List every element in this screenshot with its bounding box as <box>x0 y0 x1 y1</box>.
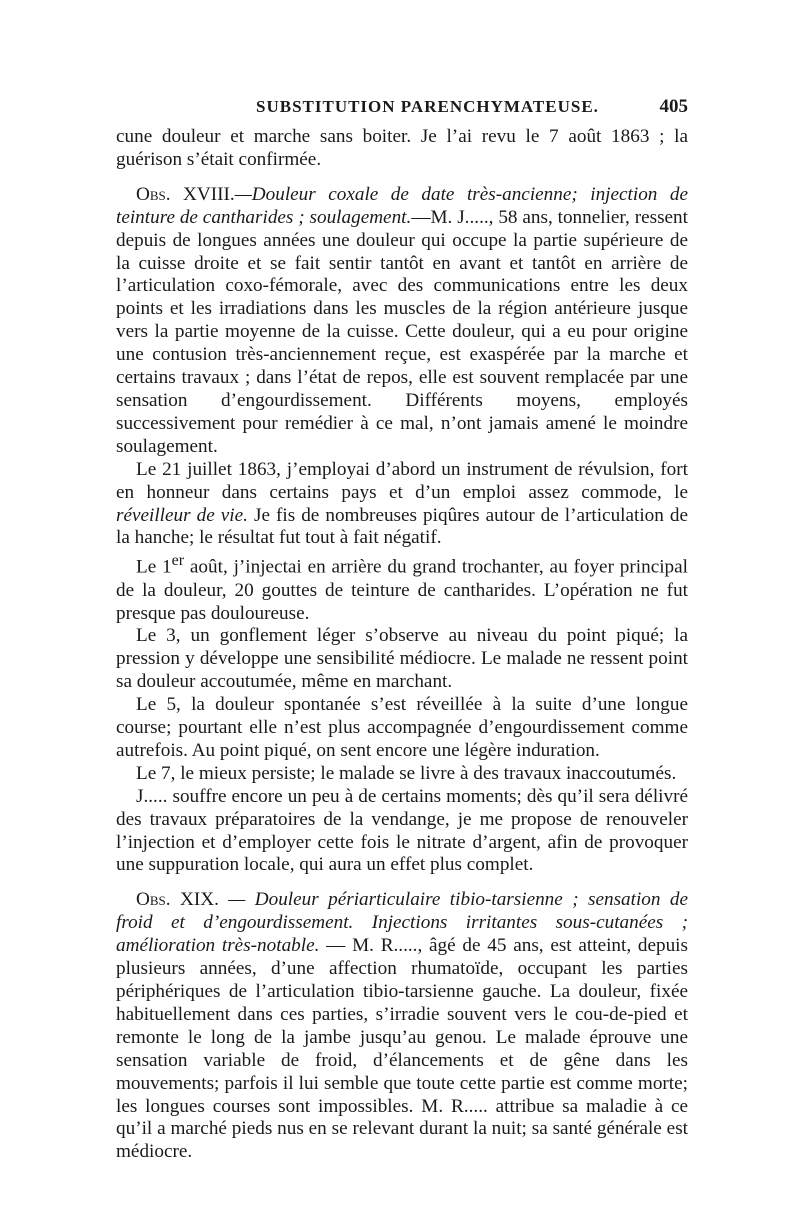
paragraph-le-3: Le 3, un gonflement léger s’observe au niveau du point piqué; la pression y développe une sensibilité médiocre. Le malade ne ressent point sa douleur accoutumée, même en marchant. <box>116 625 688 693</box>
obs-18-title: —Douleur coxale de date très-ancienne; injection de teinture de cantharides ; soulagement. <box>116 183 688 228</box>
running-title: SUBSTITUTION PARENCHYMATEUSE. <box>256 97 599 116</box>
paragraph-aout <box>116 550 688 625</box>
paragraph-juillet-text-a: Le 21 juillet 1863, j’employai d’abord un instrument de révulsion, fort en honneur dans certains pays et d’un emploi assez commode, le <box>116 458 688 503</box>
paragraph-le-7: Le 7, le mieux persiste; le malade se livre à des travaux inaccoutumés. <box>136 762 677 784</box>
paragraph-aout-text-b: août, j’injectai en arrière du grand trochanter, au foyer principal de la douleur, 20 gouttes de teinture de cantharides. L’opération ne fut presque pas douloureuse. <box>116 556 688 624</box>
observation-19 <box>116 889 688 1164</box>
paragraph-le-5: Le 5, la douleur spontanée s’est réveillée à la suite d’une longue course; pourtant elle n’est plus accompagnée d’engourdissement comme autrefois. Au point piqué, on sent encore une légère induration. <box>116 694 688 761</box>
obs-18-label: Obs. XVIII. <box>136 183 235 205</box>
paragraph-aout-superscript: er <box>171 552 185 570</box>
obs-19-label: Obs. XIX. <box>136 889 219 911</box>
running-header <box>116 96 688 126</box>
paragraph-aout-text-a: Le 1 <box>136 556 172 578</box>
page-number: 405 <box>659 96 688 117</box>
obs-19-title: — Douleur périarticulaire tibio-tarsienne ; sensation de froid et d’engourdissement. Injections irritantes sous-cutanées ; amélioration très-notable. <box>116 889 689 957</box>
paragraph-juillet-italic: réveilleur de vie. <box>116 504 248 526</box>
paragraph-juillet <box>116 459 688 551</box>
obs-19-text: — M. R....., âgé de 45 ans, est atteint, depuis plusieurs années, d’une affection rhumatoïde, occupant les parties périphériques de l’articulation tibio-tarsienne gauche. La douleur, fixée habituellement dans ces parties, s’irradie souvent vers le cou-de-pied et remonte le long de la jambe jusqu’au genou. Le malade éprouve une sensation variable de froid, d’élancements et de gêne dans les mouvements; parfois il lui semble que toute cette partie est comme morte; les longues courses sont impossibles. M. R..... attribue sa maladie à ce qu’il a marché pieds nus en se relevant durant la nuit; sa santé générale est médiocre. <box>116 935 688 1163</box>
page-body <box>116 126 688 1164</box>
paragraph-continuation: cune douleur et marche sans boiter. Je l’ai revu le 7 août 1863 ; la guérison s’était confirmée. <box>116 126 688 170</box>
observation-18 <box>116 184 688 459</box>
paragraph-juillet-text-b: Je fis de nombreuses piqûres autour de l’articulation de la hanche; le résultat fut tout à fait négatif. <box>116 504 688 549</box>
paragraph-j-souffre: J..... souffre encore un peu à de certains moments; dès qu’il sera délivré des travaux préparatoires de la vendange, je me propose de renouveler l’injection et d’employer cette fois le nitrate d’argent, afin de provoquer une suppuration locale, qui aura un effet plus complet. <box>116 785 688 876</box>
obs-18-text: —M. J....., 58 ans, tonnelier, ressent depuis de longues années une douleur qui occupe la partie supérieure de la cuisse droite et se fait sentir tantôt en avant et tantôt en arrière de l’articulation coxo-fémorale, avec des communications entre les deux points et les irradiations dans les muscles de la région antérieure jusque vers la partie moyenne de la cuisse. Cette douleur, qui a eu pour origine une contusion très-anciennement reçue, est exaspérée par la marche et certains travaux ; dans l’état de repos, elle est souvent remplacée par une sensation d’engourdissement. Différents moyens, employés successivement pour remédier à ce mal, n’ont jamais amené le moindre soulagement. <box>116 206 688 457</box>
